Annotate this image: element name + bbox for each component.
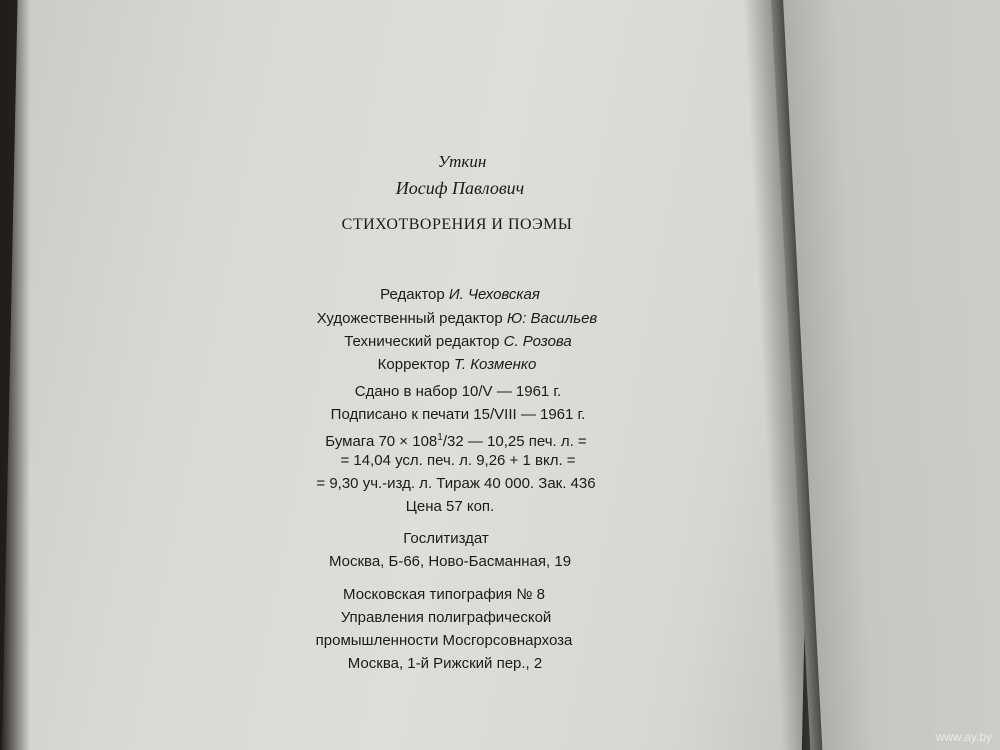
print-run: = 9,30 уч.-изд. л. Тираж 40 000. Зак. 436	[316, 475, 596, 492]
credit-art-editor	[317, 309, 598, 329]
credit-person: Ю: Васильев	[506, 310, 598, 327]
credit-role: Корректор	[377, 356, 450, 373]
price: Цена 57 коп.	[405, 498, 495, 515]
paper-format-rest: /32 — 10,25 печ. л. =	[442, 433, 587, 450]
credit-role: Художественный редактор	[316, 310, 503, 327]
paper-format: Бумага 70 × 108	[325, 433, 438, 450]
printer-line-2: Управления полиграфической	[340, 609, 552, 626]
printer-line-4: Москва, 1-й Рижский пер., 2	[347, 655, 543, 672]
print-signed: Подписано к печати 15/VIII — 1961 г.	[330, 406, 586, 423]
credit-tech-editor	[344, 332, 572, 352]
credit-person: С. Розова	[503, 333, 572, 350]
credit-editor	[380, 285, 540, 305]
printer-line-1: Московская типография № 8	[343, 586, 545, 603]
credit-role: Редактор	[380, 286, 445, 303]
credit-person: И. Чеховская	[448, 286, 540, 303]
publisher-address: Москва, Б-66, Ново-Басманная, 19	[328, 553, 572, 570]
paper-format-sup: 1	[437, 432, 443, 443]
credit-role: Технический редактор	[344, 333, 500, 350]
credit-person: Т. Козменко	[454, 356, 537, 373]
author-surname: Уткин	[437, 152, 487, 171]
credit-proofreader	[378, 355, 537, 375]
print-submitted: Сдано в набор 10/V — 1961 г.	[354, 383, 562, 400]
author-name: Иосиф Павлович	[395, 178, 525, 198]
print-sheets: = 14,04 усл. печ. л. 9,26 + 1 вкл. =	[340, 452, 576, 469]
print-paper	[325, 428, 586, 452]
watermark: www.ay.by	[935, 730, 992, 744]
printer-line-3: промышленности Мосгорсовнархоза	[315, 632, 573, 649]
book-title: СТИХОТВОРЕНИЯ И ПОЭМЫ	[341, 216, 573, 233]
publisher-name: Гослитиздат	[403, 530, 489, 547]
